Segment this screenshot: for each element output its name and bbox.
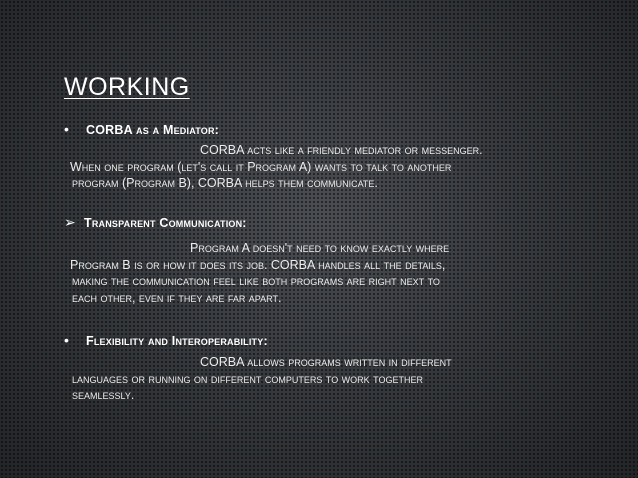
heading-text: Transparent Communication: xyxy=(84,216,247,230)
arrow-bullet-icon: ➢ xyxy=(64,214,76,230)
paragraph-line: Program B is or how it does its job. CORBA handles all the details, xyxy=(70,257,446,272)
paragraph-line: CORBA acts like a friendly mediator or messenger. xyxy=(200,143,483,157)
paragraph-line: languages or running on different computers to work together xyxy=(72,371,423,386)
paragraph-line: making the communication feel like both programs are right next to xyxy=(72,274,440,288)
paragraph-mediator xyxy=(72,142,592,192)
paragraph-line: program (Program B), CORBA helps them communicate. xyxy=(72,176,378,190)
slide-title: WORKING xyxy=(64,73,190,101)
heading-text: Flexibility and Interoperability: xyxy=(86,334,268,348)
section-heading-flexibility xyxy=(64,332,268,348)
bullet-dot-icon: • xyxy=(64,121,69,137)
paragraph-line: each other, even if they are far apart. xyxy=(72,290,282,305)
paragraph-line: seamlessly. xyxy=(72,388,135,402)
paragraph-flexibility xyxy=(72,354,592,404)
paragraph-line: When one program (let's call it Program A) wants to talk to another xyxy=(70,159,452,174)
section-heading-mediator xyxy=(64,121,219,137)
paragraph-line: CORBA allows programs written in different xyxy=(200,355,452,369)
paragraph-transparent xyxy=(72,240,592,306)
bullet-dot-icon: • xyxy=(64,332,69,348)
heading-text: CORBA as a Mediator: xyxy=(86,123,220,137)
paragraph-line: Program A doesn't need to know exactly where xyxy=(190,241,450,255)
section-heading-transparent xyxy=(64,214,247,231)
